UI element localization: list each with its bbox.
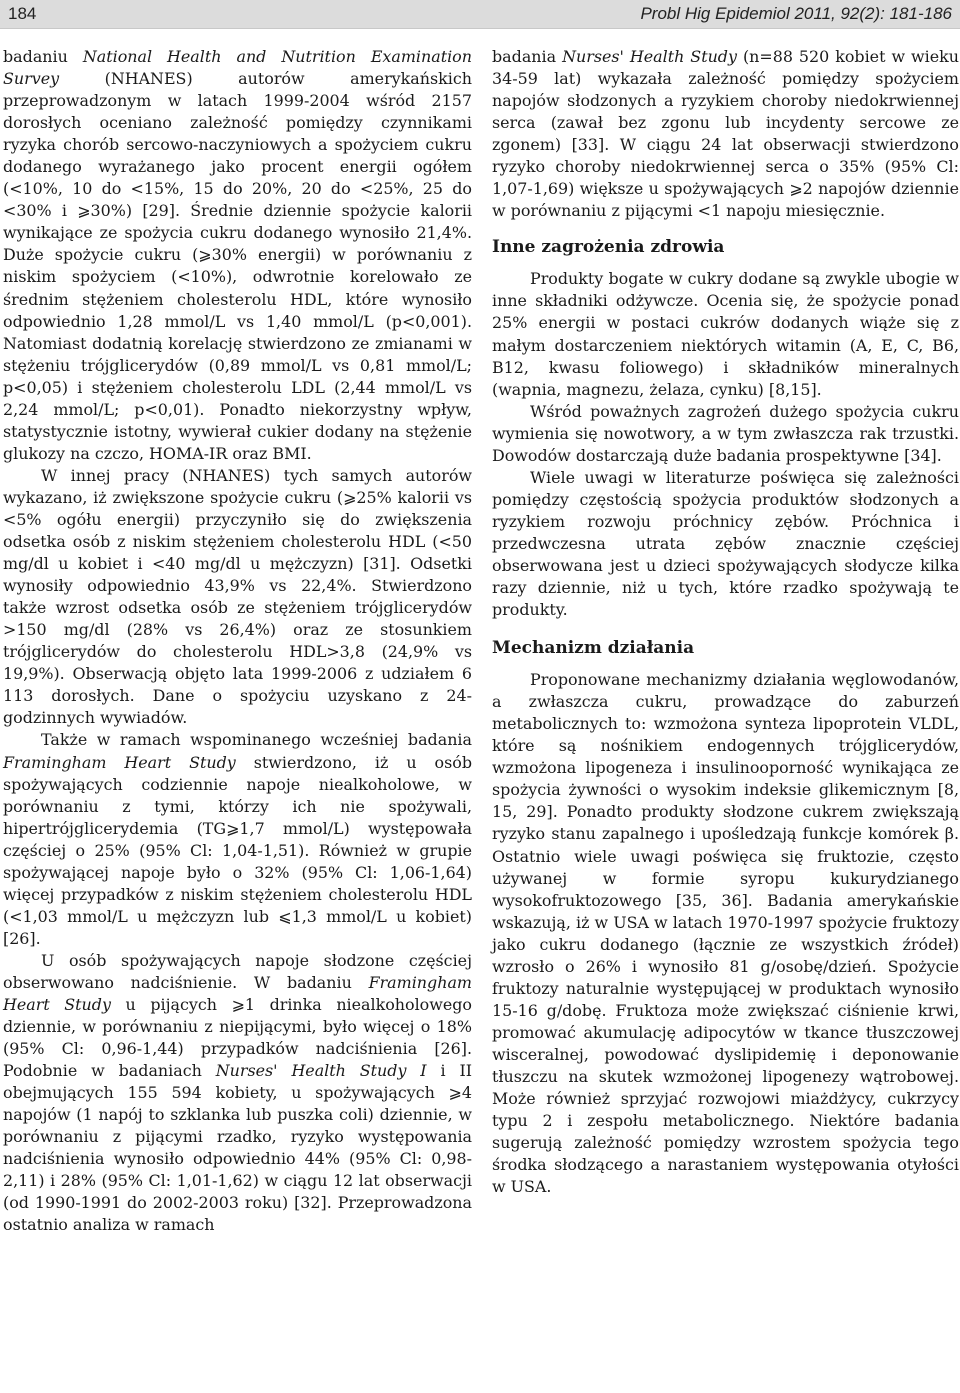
left-paragraph-3	[3, 729, 472, 949]
text-run: badaniu	[3, 47, 83, 66]
journal-citation: Probl Hig Epidemiol 2011, 92(2): 181-186	[640, 4, 952, 23]
section-heading-other-risks: Inne zagrożenia zdrowia	[492, 237, 725, 258]
right-column	[492, 46, 959, 1198]
text-run: i II obejmujących 155 594 kobiety, u spożywających ⩾4 napojów (1 napój to szklanka lub puszka coli) dziennie, w porównaniu z pijącymi rzadko, ryzyko występowania nadciśnienia wynosiło odpowiednio 44% (95% Cl: 0,98-2,11) i 28% (95% Cl: 1,01-1,62) w ciągu 12 lat obserwacji (od 1990-1991 do 2002-2003 roku) [32]. Przeprowadzona ostatnio analiza w ramach	[3, 1061, 473, 1235]
study-name: Nurses' Health Study	[562, 47, 737, 66]
right-paragraph-3: Wśród poważnych zagrożeń dużego spożycia cukru wymienia się nowotwory, a w tym zwłaszcza rak trzustki. Dowodów dostarczają duże badania prospektywne [34].	[492, 401, 959, 465]
text-run: (NHANES) autorów amerykańskich przeprowadzonym w latach 1999-2004 wśród 2157 dorosłych oceniano zależność pomiędzy czynnikami ryzyka chorób sercowo-naczyniowych a spożyciem cukru dodanego wyrażanego jako procent energii ogółem (<10%, 10 do <15%, 15 do 20%, 20 do <25%, 25 do <30% i ⩾30%) [29]. Średnie dziennie spożycie kalorii wynikające ze spożycia cukru dodanego wynosiło 21,4%. Duże spożycie cukru (⩾30% energii) w porównaniu z niskim spożyciem (<10%), odwrotnie korelowało ze średnim stężeniem cholesterolu HDL, które wynosiło odpowiednio 1,28 mmol/L vs 1,40 mmol/L (p<0,001). Natomiast dodatnią korelację stwierdzono ze zmianami w stężeniu trójglicerydów (0,89 mmol/L vs 0,81 mmol/L; p<0,05) i stężeniem cholesterolu LDL (2,44 mmol/L vs 2,24 mmol/L; p<0,01). Ponadto niekorzystny wpływ, statystycznie istotny, wywierał cukier dodany na stężenie glukozy na czczo, HOMA-IR oraz BMI.	[3, 69, 472, 463]
text-run: stwierdzono, iż u osób spożywających codziennie napoje niealkoholowe, w porównaniu z tymi, którzy ich nie spożywali, hipertrójglicerydemia (TG⩾1,7 mmol/L) występowała częściej o 25% (95% Cl: 1,04-1,51). Również w grupie spożywającej napoje było o 32% (95% Cl: 1,06-1,64) więcej przypadków z niskim stężeniem cholesterolu HDL (<1,03 mmol/L u mężczyzn lub ⩽1,3 mmol/L u kobiet) [26].	[3, 752, 473, 948]
study-name: National Health and Nutrition Examination Survey	[3, 47, 472, 89]
page-number: 184	[8, 4, 37, 23]
study-name: Nurses' Health Study I	[215, 1061, 427, 1081]
text-run: Także w ramach wspominanego wcześniej badania	[41, 730, 472, 750]
text-run: badania	[492, 47, 563, 66]
right-paragraph-5: Proponowane mechanizmy działania węglowodanów, a zwłaszcza cukru, prowadzące do zaburzeń metabolicznych to: wzmożona synteza lipoprotein VLDL, które są nośnikiem endogennych trójglicerydów, wzmożona lipogeneza i insulinooporność wynikająca ze spożycia żywności o wysokim indeksie glikemicznym [8, 15, 29]. Ponadto produkty słodzone cukrem zwiększają ryzyko stanu zapalnego i upośledzają funkcje komórek β. Ostatnio wiele uwagi poświęca się fruktozie, często używanej w formie syropu kukurydzianego wysokofruktozowego [35, 36]. Badania amerykańskie wskazują, iż w USA w latach 1970-1997 spożycie fruktozy jako cukru dodanego (łącznie ze wszystkich źródeł) wzrosło o 26% i wynosiło 81 g/osobę/dzień. Spożycie fruktozy naturalnie występującej w produktach wynosiło 15-16 g/dobę. Fruktoza może zwiększać ciśnienie krwi, promować akumulację adipocytów w tkance tłuszczowej wisceralnej, powodować dyslipidemię i deponowanie tłuszczu na skutek wzmożonej lipogenezy wątrobowej. Może również sprzyjać rozwojowi miażdżycy, cukrzycy typu 2 i zespołu metabolicznego. Niektóre badania sugerują zależność pomiędzy wzrostem spożycia tego środka słodzącego a narastaniem występowania otyłości w USA.	[492, 670, 959, 1197]
study-name: Framingham Heart Study	[3, 972, 472, 1015]
left-paragraph-4	[3, 950, 472, 1237]
section-heading-mechanism: Mechanizm działania	[492, 638, 695, 659]
left-paragraph-1	[3, 46, 472, 465]
right-paragraph-2: Produkty bogate w cukry dodane są zwykle ubogie w inne składniki odżywcze. Ocenia się, że spożycie ponad 25% energii w postaci cukrów dodanych wiąże się z małym dostarczeniem niektórych witamin (A, E, C, B6, B12, kwasu foliowego) i składników mineralnych (wapnia, magnezu, żelaza, cynku) [8,15].	[492, 269, 959, 399]
left-column	[3, 46, 472, 1237]
text-run: u pijących ⩾1 drinka niealkoholowego dziennie, w porównaniu z niepijącymi, było więcej o 18% (95% Cl: 0,96-1,44) przypadków nadciśnienia [26]. Podobnie w badaniach	[3, 995, 472, 1081]
study-name: Framingham Heart Study	[3, 752, 236, 772]
left-paragraph-2: W innej pracy (NHANES) tych samych autorów wykazano, iż zwiększone spożycie cukru (⩾25% kalorii vs <5% ogółu energii) przyczyniło się do zwiększenia odsetka osób z niskim stężeniem cholesterolu HDL (<50 mg/dl u kobiet i <40 mg/dl u mężczyzn) [31]. Odsetki wynosiły odpowiednio 43,9% vs 22,4%. Stwierdzono także wzrost odsetka osób ze stężeniem trójglicerydów >150 mg/dl (28% vs 26,4%) oraz ze stosunkiem trójglicerydów do cholesterolu HDL>3,8 (24,9% vs 19,9%). Obserwacją objęto lata 1999-2006 z udziałem 6 113 dorosłych. Dane o spożyciu uzyskano z 24-godzinnych wywiadów.	[3, 465, 472, 728]
right-paragraph-1	[492, 46, 959, 222]
text-run: (n=88 520 kobiet w wieku 34-59 lat) wykazała zależność pomiędzy spożyciem napojów słodzonych a ryzykiem choroby niedokrwiennej serca (zawał bez zgonu lub incydenty sercowe ze zgonem) [33]. W ciągu 24 lat obserwacji stwierdzono ryzyko choroby niedokrwiennej serca o 35% (95% Cl: 1,07-1,69) większe u spożywających ⩾2 napojów dziennie w porównaniu z pijącymi <1 napoju miesięcznie.	[492, 47, 959, 221]
right-paragraph-4: Wiele uwagi w literaturze poświęca się zależności pomiędzy częstością spożycia produktów słodzonych a ryzykiem rozwoju próchnicy zębów. Próchnica i przedwczesna utrata zębów znacznie częściej obserwowana jest u dzieci spożywających słodycze kilka razy dziennie, niż u tych, które rzadko spożywają te produkty.	[492, 467, 959, 620]
page-header	[0, 0, 960, 29]
text-run: U osób spożywających napoje słodzone częściej obserwowano nadciśnienie. W badaniu	[3, 950, 472, 992]
